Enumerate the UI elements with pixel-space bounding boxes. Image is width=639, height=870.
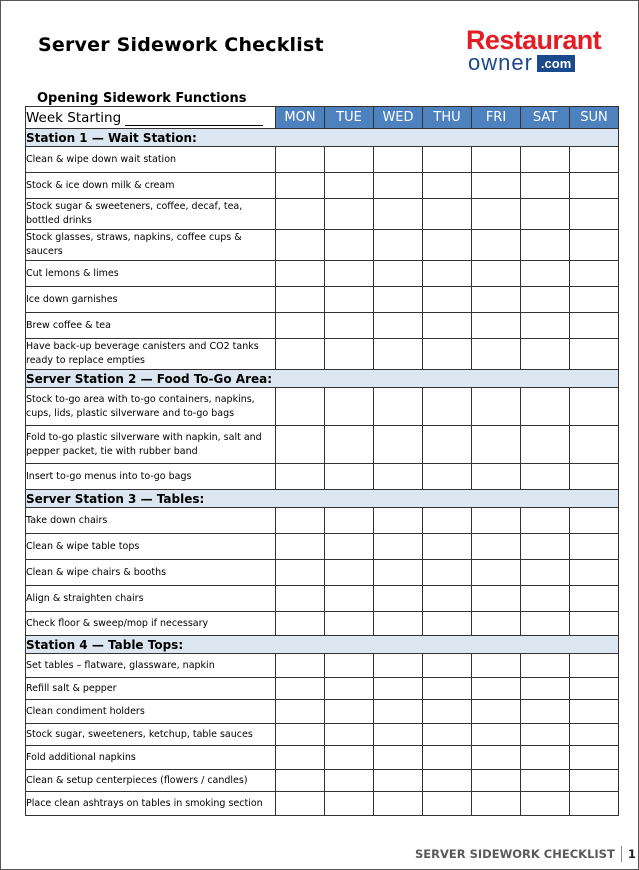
- check-cell-tue[interactable]: [325, 724, 374, 746]
- check-cell-fri[interactable]: [472, 534, 521, 560]
- task-label: Have back-up beverage canisters and CO2 tanks ready to replace empties: [26, 339, 276, 370]
- check-cell-mon[interactable]: [276, 560, 325, 586]
- check-cell-sat[interactable]: [521, 534, 570, 560]
- check-cell-fri[interactable]: [472, 287, 521, 313]
- check-cell-tue[interactable]: [325, 147, 374, 173]
- task-label: Clean & setup centerpieces (flowers / candles): [26, 770, 276, 792]
- check-cell-sun[interactable]: [570, 534, 619, 560]
- check-cell-sat[interactable]: [521, 388, 570, 426]
- check-cell-fri[interactable]: [472, 173, 521, 199]
- task-label: Brew coffee & tea: [26, 313, 276, 339]
- check-cell-tue[interactable]: [325, 199, 374, 230]
- check-cell-sun[interactable]: [570, 586, 619, 612]
- week-starting-line: [125, 113, 263, 126]
- check-cell-wed[interactable]: [374, 654, 423, 678]
- check-cell-sat[interactable]: [521, 426, 570, 464]
- check-cell-mon[interactable]: [276, 388, 325, 426]
- page-number: 1: [627, 847, 636, 861]
- check-cell-thu[interactable]: [423, 261, 472, 287]
- task-row: [26, 586, 619, 612]
- check-cell-sun[interactable]: [570, 261, 619, 287]
- check-cell-tue[interactable]: [325, 586, 374, 612]
- check-cell-thu[interactable]: [423, 147, 472, 173]
- check-cell-fri[interactable]: [472, 147, 521, 173]
- check-cell-sat[interactable]: [521, 586, 570, 612]
- check-cell-thu[interactable]: [423, 724, 472, 746]
- task-label: Clean & wipe down wait station: [26, 147, 276, 173]
- check-cell-wed[interactable]: [374, 678, 423, 700]
- check-cell-mon[interactable]: [276, 654, 325, 678]
- section-heading: Server Station 2 — Food To-Go Area:: [26, 370, 619, 388]
- check-cell-fri[interactable]: [472, 313, 521, 339]
- check-cell-fri[interactable]: [472, 746, 521, 770]
- check-cell-fri[interactable]: [472, 199, 521, 230]
- check-cell-fri[interactable]: [472, 388, 521, 426]
- header-row: [26, 107, 619, 129]
- check-cell-fri[interactable]: [472, 612, 521, 636]
- check-cell-tue[interactable]: [325, 388, 374, 426]
- task-row: [26, 746, 619, 770]
- check-cell-sun[interactable]: [570, 560, 619, 586]
- check-cell-thu[interactable]: [423, 426, 472, 464]
- section-row: [26, 490, 619, 508]
- check-cell-fri[interactable]: [472, 724, 521, 746]
- day-header-sat: SAT: [521, 107, 570, 129]
- check-cell-wed[interactable]: [374, 534, 423, 560]
- check-cell-mon[interactable]: [276, 700, 325, 724]
- check-cell-mon[interactable]: [276, 426, 325, 464]
- check-cell-sat[interactable]: [521, 313, 570, 339]
- check-cell-tue[interactable]: [325, 426, 374, 464]
- section-heading: Station 4 — Table Tops:: [26, 636, 619, 654]
- check-cell-sat[interactable]: [521, 339, 570, 370]
- check-cell-mon[interactable]: [276, 534, 325, 560]
- check-cell-tue[interactable]: [325, 770, 374, 792]
- check-cell-fri[interactable]: [472, 261, 521, 287]
- check-cell-tue[interactable]: [325, 700, 374, 724]
- check-cell-thu[interactable]: [423, 534, 472, 560]
- task-row: [26, 261, 619, 287]
- check-cell-mon[interactable]: [276, 313, 325, 339]
- check-cell-fri[interactable]: [472, 426, 521, 464]
- check-cell-sun[interactable]: [570, 426, 619, 464]
- task-label: Stock sugar & sweeteners, coffee, decaf, tea, bottled drinks: [26, 199, 276, 230]
- check-cell-wed[interactable]: [374, 560, 423, 586]
- task-row: [26, 792, 619, 816]
- check-cell-sun[interactable]: [570, 508, 619, 534]
- check-cell-thu[interactable]: [423, 746, 472, 770]
- section-row: [26, 129, 619, 147]
- check-cell-thu[interactable]: [423, 173, 472, 199]
- check-cell-mon[interactable]: [276, 612, 325, 636]
- check-cell-wed[interactable]: [374, 586, 423, 612]
- day-header-tue: TUE: [325, 107, 374, 129]
- check-cell-sun[interactable]: [570, 287, 619, 313]
- check-cell-sat[interactable]: [521, 770, 570, 792]
- footer-divider: [621, 846, 622, 862]
- check-cell-fri[interactable]: [472, 230, 521, 261]
- task-row: [26, 230, 619, 261]
- task-row: [26, 339, 619, 370]
- check-cell-mon[interactable]: [276, 586, 325, 612]
- task-row: [26, 173, 619, 199]
- day-header-sun: SUN: [570, 107, 619, 129]
- task-row: [26, 560, 619, 586]
- section-heading: Server Station 3 — Tables:: [26, 490, 619, 508]
- check-cell-mon[interactable]: [276, 770, 325, 792]
- check-cell-fri[interactable]: [472, 678, 521, 700]
- check-cell-wed[interactable]: [374, 230, 423, 261]
- check-cell-thu[interactable]: [423, 464, 472, 490]
- check-cell-sun[interactable]: [570, 339, 619, 370]
- check-cell-thu[interactable]: [423, 770, 472, 792]
- task-label: Stock glasses, straws, napkins, coffee cups & saucers: [26, 230, 276, 261]
- restaurant-owner-logo: [466, 27, 606, 73]
- check-cell-wed[interactable]: [374, 261, 423, 287]
- task-label: Cut lemons & limes: [26, 261, 276, 287]
- logo-restaurant-text: Restaurant: [466, 25, 602, 55]
- check-cell-sun[interactable]: [570, 770, 619, 792]
- task-row: [26, 147, 619, 173]
- check-cell-sun[interactable]: [570, 612, 619, 636]
- week-starting-label: Week Starting: [26, 109, 122, 126]
- check-cell-fri[interactable]: [472, 654, 521, 678]
- day-header-fri: FRI: [472, 107, 521, 129]
- task-label: Fold to-go plastic silverware with napkin, salt and pepper packet, tie with rubber band: [26, 426, 276, 464]
- check-cell-wed[interactable]: [374, 313, 423, 339]
- check-cell-tue[interactable]: [325, 230, 374, 261]
- check-cell-tue[interactable]: [325, 464, 374, 490]
- check-cell-thu[interactable]: [423, 388, 472, 426]
- check-cell-sat[interactable]: [521, 464, 570, 490]
- check-cell-wed[interactable]: [374, 388, 423, 426]
- check-cell-sat[interactable]: [521, 560, 570, 586]
- week-starting-field[interactable]: [26, 107, 276, 129]
- logo-owner-text: owner: [468, 50, 533, 75]
- check-cell-mon[interactable]: [276, 339, 325, 370]
- check-cell-fri[interactable]: [472, 792, 521, 816]
- check-cell-tue[interactable]: [325, 746, 374, 770]
- check-cell-wed[interactable]: [374, 612, 423, 636]
- check-cell-thu[interactable]: [423, 313, 472, 339]
- check-cell-sun[interactable]: [570, 313, 619, 339]
- task-row: [26, 770, 619, 792]
- check-cell-mon[interactable]: [276, 724, 325, 746]
- check-cell-mon[interactable]: [276, 230, 325, 261]
- day-header-wed: WED: [374, 107, 423, 129]
- check-cell-thu[interactable]: [423, 230, 472, 261]
- check-cell-sun[interactable]: [570, 792, 619, 816]
- check-cell-fri[interactable]: [472, 586, 521, 612]
- check-cell-wed[interactable]: [374, 426, 423, 464]
- task-label: Clean & wipe table tops: [26, 534, 276, 560]
- check-cell-sat[interactable]: [521, 612, 570, 636]
- check-cell-thu[interactable]: [423, 586, 472, 612]
- day-header-mon: MON: [276, 107, 325, 129]
- check-cell-mon[interactable]: [276, 792, 325, 816]
- check-cell-thu[interactable]: [423, 678, 472, 700]
- check-cell-wed[interactable]: [374, 746, 423, 770]
- check-cell-sat[interactable]: [521, 678, 570, 700]
- task-row: [26, 700, 619, 724]
- check-cell-sun[interactable]: [570, 388, 619, 426]
- check-cell-thu[interactable]: [423, 339, 472, 370]
- check-cell-thu[interactable]: [423, 612, 472, 636]
- task-row: [26, 388, 619, 426]
- check-cell-mon[interactable]: [276, 199, 325, 230]
- task-row: [26, 508, 619, 534]
- check-cell-sun[interactable]: [570, 464, 619, 490]
- check-cell-thu[interactable]: [423, 199, 472, 230]
- check-cell-thu[interactable]: [423, 654, 472, 678]
- check-cell-sun[interactable]: [570, 678, 619, 700]
- task-label: Refill salt & pepper: [26, 678, 276, 700]
- check-cell-sat[interactable]: [521, 287, 570, 313]
- check-cell-sat[interactable]: [521, 508, 570, 534]
- check-cell-tue[interactable]: [325, 792, 374, 816]
- check-cell-sun[interactable]: [570, 654, 619, 678]
- section-heading: Station 1 — Wait Station:: [26, 129, 619, 147]
- check-cell-wed[interactable]: [374, 792, 423, 816]
- check-cell-sat[interactable]: [521, 724, 570, 746]
- task-label: Check floor & sweep/mop if necessary: [26, 612, 276, 636]
- check-cell-tue[interactable]: [325, 612, 374, 636]
- check-cell-wed[interactable]: [374, 508, 423, 534]
- check-cell-sat[interactable]: [521, 147, 570, 173]
- task-label: Place clean ashtrays on tables in smoking section: [26, 792, 276, 816]
- task-label: Stock sugar, sweeteners, ketchup, table sauces: [26, 724, 276, 746]
- check-cell-sat[interactable]: [521, 654, 570, 678]
- check-cell-tue[interactable]: [325, 339, 374, 370]
- check-cell-fri[interactable]: [472, 770, 521, 792]
- check-cell-sun[interactable]: [570, 724, 619, 746]
- check-cell-tue[interactable]: [325, 313, 374, 339]
- task-row: [26, 678, 619, 700]
- check-cell-sun[interactable]: [570, 230, 619, 261]
- check-cell-sat[interactable]: [521, 199, 570, 230]
- task-row: [26, 464, 619, 490]
- checklist-table: [25, 106, 619, 816]
- page-footer: [415, 846, 636, 862]
- check-cell-mon[interactable]: [276, 147, 325, 173]
- check-cell-wed[interactable]: [374, 700, 423, 724]
- section-row: [26, 370, 619, 388]
- check-cell-wed[interactable]: [374, 173, 423, 199]
- task-label: Take down chairs: [26, 508, 276, 534]
- check-cell-fri[interactable]: [472, 560, 521, 586]
- logo-com-badge: .com: [537, 55, 575, 72]
- check-cell-wed[interactable]: [374, 770, 423, 792]
- task-row: [26, 534, 619, 560]
- check-cell-tue[interactable]: [325, 508, 374, 534]
- section-row: [26, 636, 619, 654]
- footer-title: SERVER SIDEWORK CHECKLIST: [415, 847, 615, 861]
- check-cell-wed[interactable]: [374, 339, 423, 370]
- check-cell-fri[interactable]: [472, 339, 521, 370]
- check-cell-tue[interactable]: [325, 173, 374, 199]
- check-cell-mon[interactable]: [276, 287, 325, 313]
- task-row: [26, 313, 619, 339]
- check-cell-tue[interactable]: [325, 560, 374, 586]
- task-label: Clean & wipe chairs & booths: [26, 560, 276, 586]
- task-row: [26, 654, 619, 678]
- task-label: Stock to-go area with to-go containers, napkins, cups, lids, plastic silverware and to-go bags: [26, 388, 276, 426]
- task-row: [26, 287, 619, 313]
- check-cell-thu[interactable]: [423, 287, 472, 313]
- check-cell-mon[interactable]: [276, 173, 325, 199]
- check-cell-thu[interactable]: [423, 508, 472, 534]
- check-cell-tue[interactable]: [325, 261, 374, 287]
- check-cell-sat[interactable]: [521, 700, 570, 724]
- check-cell-thu[interactable]: [423, 560, 472, 586]
- task-label: Align & straighten chairs: [26, 586, 276, 612]
- check-cell-wed[interactable]: [374, 199, 423, 230]
- task-label: Set tables – flatware, glassware, napkin: [26, 654, 276, 678]
- task-label: Fold additional napkins: [26, 746, 276, 770]
- check-cell-mon[interactable]: [276, 464, 325, 490]
- check-cell-wed[interactable]: [374, 147, 423, 173]
- task-label: Clean condiment holders: [26, 700, 276, 724]
- check-cell-fri[interactable]: [472, 508, 521, 534]
- check-cell-tue[interactable]: [325, 287, 374, 313]
- check-cell-sun[interactable]: [570, 700, 619, 724]
- check-cell-sat[interactable]: [521, 230, 570, 261]
- task-row: [26, 426, 619, 464]
- day-header-thu: THU: [423, 107, 472, 129]
- check-cell-thu[interactable]: [423, 700, 472, 724]
- check-cell-sun[interactable]: [570, 147, 619, 173]
- check-cell-tue[interactable]: [325, 678, 374, 700]
- check-cell-sun[interactable]: [570, 746, 619, 770]
- check-cell-sun[interactable]: [570, 173, 619, 199]
- check-cell-sun[interactable]: [570, 199, 619, 230]
- task-row: [26, 612, 619, 636]
- check-cell-sat[interactable]: [521, 173, 570, 199]
- check-cell-thu[interactable]: [423, 792, 472, 816]
- section-subtitle: Opening Sidework Functions: [37, 91, 247, 106]
- task-row: [26, 724, 619, 746]
- check-cell-wed[interactable]: [374, 287, 423, 313]
- check-cell-fri[interactable]: [472, 700, 521, 724]
- task-row: [26, 199, 619, 230]
- check-cell-fri[interactable]: [472, 464, 521, 490]
- check-cell-tue[interactable]: [325, 654, 374, 678]
- check-cell-sat[interactable]: [521, 792, 570, 816]
- check-cell-sat[interactable]: [521, 261, 570, 287]
- check-cell-tue[interactable]: [325, 534, 374, 560]
- check-cell-mon[interactable]: [276, 261, 325, 287]
- check-cell-mon[interactable]: [276, 678, 325, 700]
- task-label: Insert to-go menus into to-go bags: [26, 464, 276, 490]
- task-label: Stock & ice down milk & cream: [26, 173, 276, 199]
- check-cell-wed[interactable]: [374, 724, 423, 746]
- check-cell-wed[interactable]: [374, 464, 423, 490]
- check-cell-mon[interactable]: [276, 508, 325, 534]
- page-title: Server Sidework Checklist: [38, 34, 324, 56]
- check-cell-mon[interactable]: [276, 746, 325, 770]
- check-cell-sat[interactable]: [521, 746, 570, 770]
- task-label: Ice down garnishes: [26, 287, 276, 313]
